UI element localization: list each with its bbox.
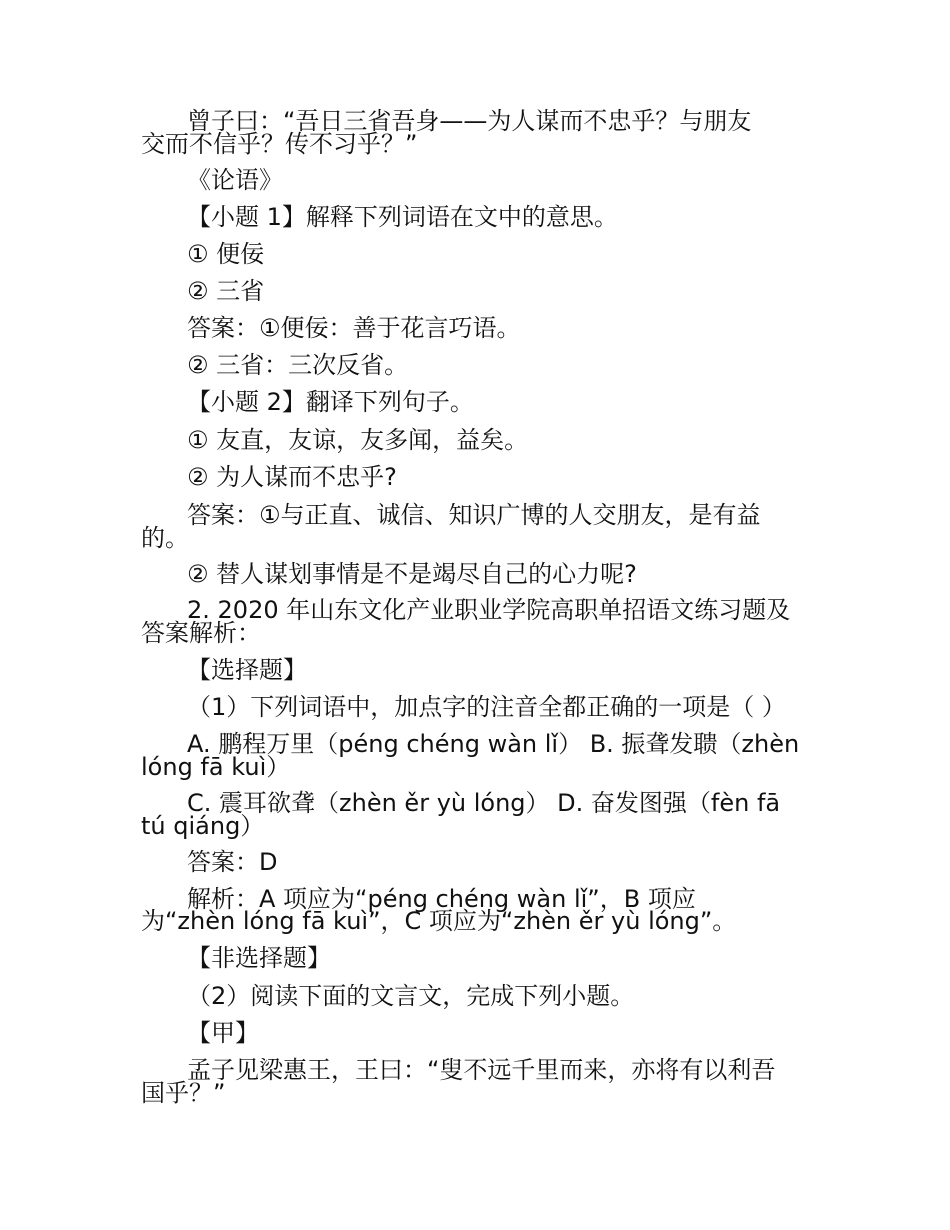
text-line: ② 为人谋而不忠乎? (187, 463, 397, 491)
text-line: ① 便佞 (187, 240, 265, 268)
text-line: 答案解析： (141, 619, 261, 647)
text-line: 【小题 1】解释下列词语在文中的意思。 (187, 203, 618, 231)
text-line: 的。 (141, 524, 189, 552)
text-line: 解析：A 项应为“péng chéng wàn lǐ”，B 项应 (187, 885, 696, 913)
text-line: C. 震耳欲聋（zhèn ěr yù lóng） D. 奋发图强（fèn fā (187, 789, 781, 817)
text-line: tú qiáng） (141, 812, 265, 840)
text-line: （2）阅读下面的文言文，完成下列小题。 (187, 982, 635, 1010)
text-line: ① 友直，友谅，友多闻，益矣。 (187, 426, 529, 454)
text-line: ② 三省 (187, 277, 265, 305)
text-line: 【小题 2】翻译下列句子。 (187, 388, 474, 416)
text-line: ② 替人谋划事情是不是竭尽自己的心力呢? (187, 560, 637, 588)
text-line: 答案：①便佞：善于花言巧语。 (187, 314, 521, 342)
text-line: 国乎？” (141, 1079, 226, 1107)
text-line: 2. 2020 年山东文化产业职业学院高职单招语文练习题及 (187, 596, 791, 624)
text-line: 《论语》 (187, 166, 283, 194)
text-line: 曾子曰：“吾日三省吾身——为人谋而不忠乎？与朋友 (187, 107, 752, 135)
text-line: 为“zhèn lóng fā kuì”，C 项应为“zhèn ěr yù lóng”。 (141, 907, 737, 935)
text-line: 答案：①与正直、诚信、知识广博的人交朋友，是有益 (187, 501, 761, 529)
text-line: （1）下列词语中，加点字的注音全都正确的一项是（ ） (187, 693, 786, 721)
text-line: A. 鹏程万里（péng chéng wàn lǐ） B. 振聋发聩（zhèn (187, 730, 800, 758)
text-line: 孟子见梁惠王，王曰：“叟不远千里而来，亦将有以利吾 (187, 1056, 776, 1084)
text-line: 答案：D (187, 848, 278, 876)
text-line: lóng fā kuì） (141, 753, 291, 781)
text-line: 【非选择题】 (187, 944, 331, 972)
text-line: ② 三省：三次反省。 (187, 351, 409, 379)
text-line: 【选择题】 (187, 656, 307, 684)
text-line: 【甲】 (187, 1019, 259, 1047)
text-line: 交而不信乎？传不习乎？” (141, 130, 418, 158)
